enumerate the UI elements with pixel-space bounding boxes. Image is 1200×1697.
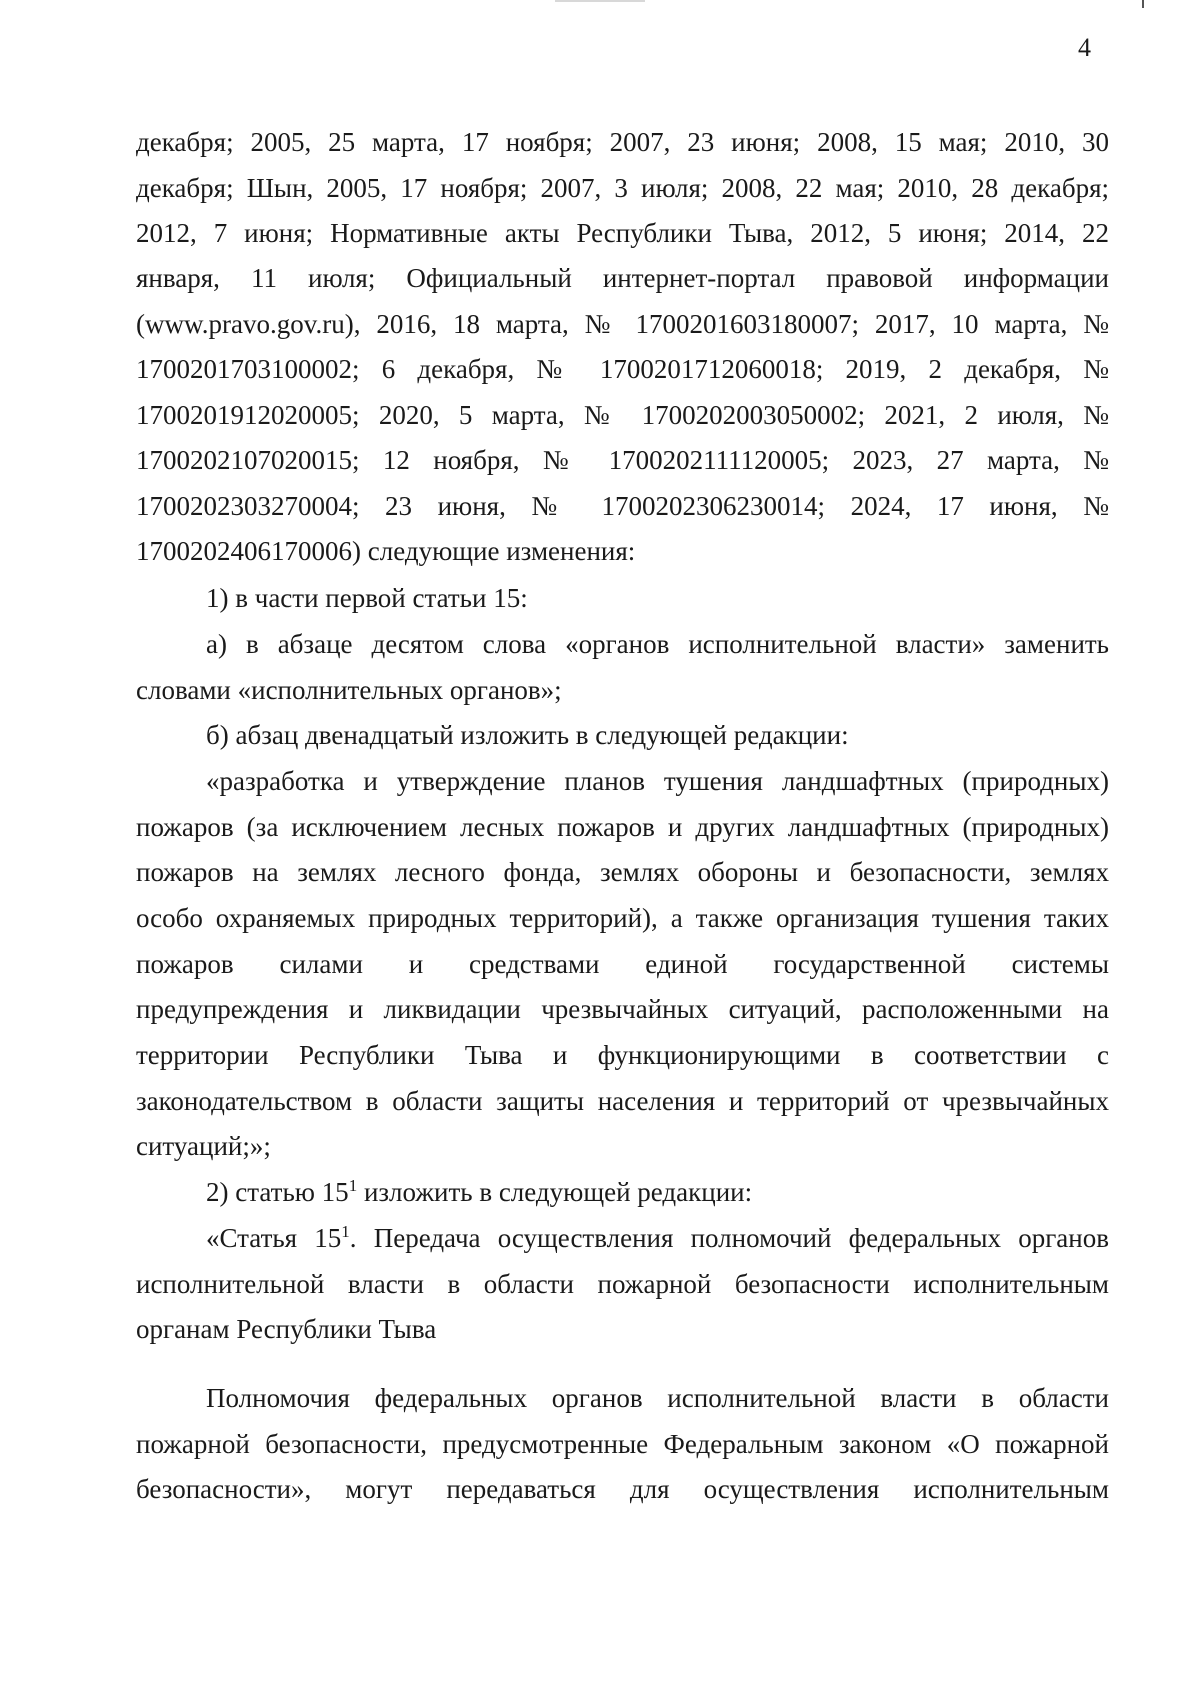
text-line: 1700201912020005; 2020, 5 марта, № 1700202003050002; 2021, 2 июля, № (136, 400, 1109, 430)
text-line: декабря; Шын, 2005, 17 ноября; 2007, 3 июля; 2008, 22 мая; 2010, 28 декабря; (136, 173, 1109, 203)
text-line: Полномочия федеральных органов исполнительной власти в области (206, 1383, 1109, 1413)
text-line: территории Республики Тыва и функционирующими в соответствии с (136, 1040, 1109, 1070)
text-line: б) абзац двенадцатый изложить в следующей редакции: (206, 720, 849, 750)
text-line: словами «исполнительных органов»; (136, 675, 562, 705)
text-line: законодательством в области защиты населения и территорий от чрезвычайных (136, 1086, 1109, 1116)
text-line: «разработка и утверждение планов тушения ландшафтных (природных) (206, 766, 1109, 796)
text-line: ситуаций;»; (136, 1131, 271, 1161)
page-number: 4 (1078, 33, 1091, 62)
text-line: а) в абзаце десятом слова «органов исполнительной власти» заменить (206, 629, 1109, 659)
text-line: декабря; 2005, 25 марта, 17 ноября; 2007, 23 июня; 2008, 15 мая; 2010, 30 (136, 127, 1109, 157)
text-line: 1700202406170006) следующие изменения: (136, 536, 636, 566)
text-line: января, 11 июля; Официальный интернет-портал правовой информации (136, 263, 1109, 293)
scan-mark-top (555, 0, 645, 2)
text-line: 1700202107020015; 12 ноября, № 1700202111120005; 2023, 27 марта, № (136, 445, 1109, 475)
scan-mark-right (1142, 0, 1144, 8)
text-span: «Статья 15 (206, 1223, 342, 1253)
article-title-line: органам Республики Тыва (136, 1314, 437, 1344)
text-line: безопасности», могут передаваться для осуществления исполнительным (136, 1474, 1109, 1504)
text-span: 2) статью 15 (206, 1177, 349, 1207)
text-line: пожаров силами и средствами единой государственной системы (136, 949, 1109, 979)
list-item-heading: 1) в части первой статьи 15: (206, 583, 528, 613)
superscript: 1 (341, 1222, 350, 1241)
text-line: (www.pravo.gov.ru), 2016, 18 марта, № 1700201603180007; 2017, 10 марта, № (136, 309, 1109, 339)
list-item-heading (206, 1176, 1109, 1208)
text-span: . Передача осуществления полномочий федеральных органов (349, 1223, 1109, 1253)
text-line: пожаров на землях лесного фонда, землях обороны и безопасности, землях (136, 857, 1109, 887)
text-line: 2012, 7 июня; Нормативные акты Республики Тыва, 2012, 5 июня; 2014, 22 (136, 218, 1109, 248)
text-line: пожарной безопасности, предусмотренные Федеральным законом «О пожарной (136, 1429, 1109, 1459)
superscript: 1 (348, 1176, 358, 1195)
text-line: предупреждения и ликвидации чрезвычайных ситуаций, расположенными на (136, 994, 1109, 1024)
article-title-line: исполнительной власти в области пожарной безопасности исполнительным (136, 1269, 1109, 1299)
text-span: изложить в следующей редакции: (357, 1177, 753, 1207)
text-line: пожаров (за исключением лесных пожаров и других ландшафтных (природных) (136, 812, 1109, 842)
text-line: 1700202303270004; 23 июня, № 1700202306230014; 2024, 17 июня, № (136, 491, 1109, 521)
text-line: 1700201703100002; 6 декабря, № 1700201712060018; 2019, 2 декабря, № (136, 354, 1109, 384)
article-title-line (206, 1222, 1109, 1254)
text-line: особо охраняемых природных территорий), а также организация тушения таких (136, 903, 1109, 933)
